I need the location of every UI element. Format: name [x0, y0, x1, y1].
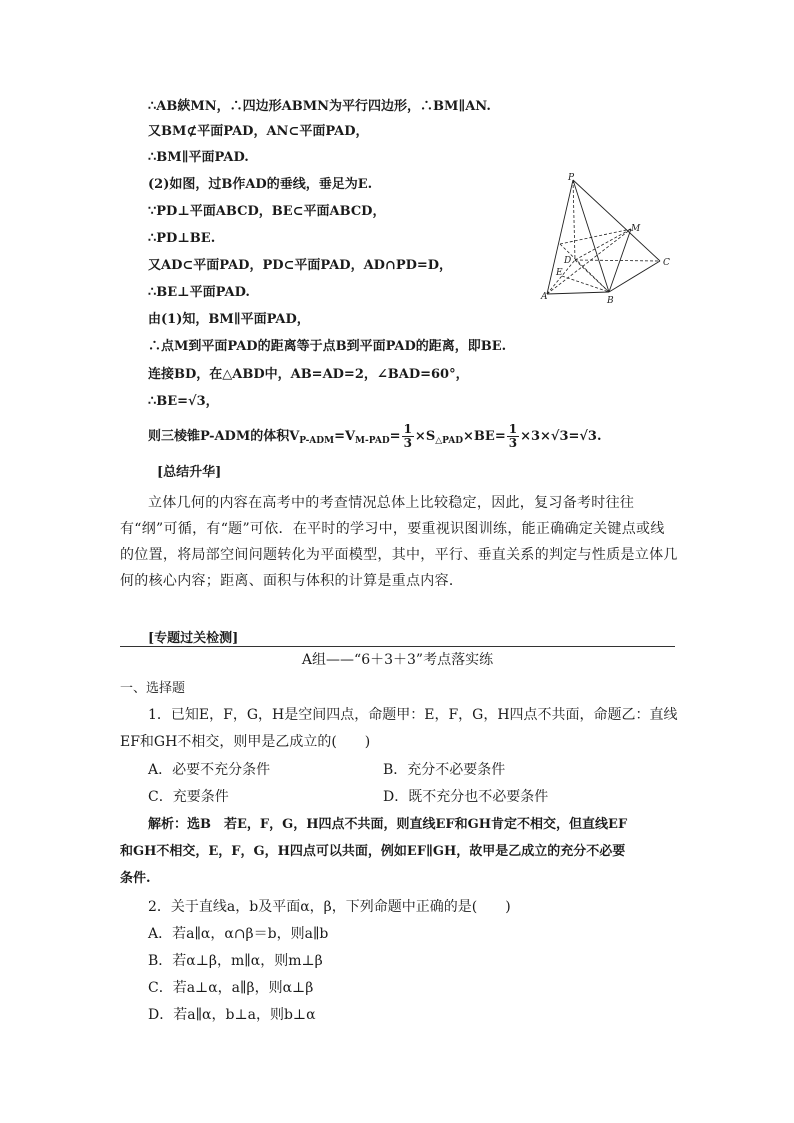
pyramid-figure — [535, 172, 685, 307]
q1-stem-line-1: 1．已知E，F，G，H是空间四点，命题甲：E，F，G，H四点不共面，命题乙：直线 — [148, 707, 678, 723]
formula-mid-2: ×S — [414, 429, 436, 444]
vertex-label-e: E — [556, 268, 563, 278]
vertex-label-c: C — [663, 258, 670, 268]
fraction-numerator: 1 — [403, 422, 412, 436]
fraction-numerator: 1 — [508, 422, 518, 436]
q1-option-a: A．必要不充分条件 — [148, 762, 271, 778]
solution-line-7: 又AD⊂平面PAD，PD⊂平面PAD，AD∩PD=D， — [148, 258, 453, 273]
vertex-label-p: P — [568, 173, 575, 183]
q1-answer-line-2: 和GH不相交，E，F，G，H四点可以共面，例如EF∥GH，故甲是乙成立的充分不必要 — [120, 844, 626, 859]
solution-line-8: ∴BE⊥平面PAD. — [148, 285, 250, 300]
solution-line-9: 由(1)知，BM∥平面PAD， — [148, 312, 310, 327]
formula-sub-1: P-ADM — [299, 436, 335, 446]
solution-line-10: ∴点M到平面PAD的距离等于点B到平面PAD的距离，即BE. — [148, 339, 507, 354]
fraction-denominator: 3 — [508, 436, 518, 450]
group-title: A组——“6＋3＋3”考点落实练 — [301, 652, 494, 668]
q1-option-c: C．充要条件 — [148, 789, 229, 805]
vertex-label-m: M — [631, 224, 641, 234]
q1-answer-line-1: 解析：选B 若E，F，G，H四点不共面，则直线EF和GH肯定不相交，但直线EF — [148, 817, 628, 832]
solution-line-11: 连接BD，在△ABD中，AB=AD=2，∠BAD=60°， — [148, 367, 469, 382]
q1-stem-line-2: EF和GH不相交，则甲是乙成立的( ) — [120, 734, 371, 750]
vertex-label-b: B — [607, 296, 614, 306]
solution-line-2: 又BM⊄平面PAD，AN⊂平面PAD， — [148, 124, 369, 139]
q2-option-b: B．若α⊥β，m∥α，则m⊥β — [148, 953, 323, 969]
q1-option-b: B．充分不必要条件 — [383, 762, 506, 778]
formula-equals: = — [389, 429, 401, 444]
formula-mid-1: =V — [334, 429, 356, 444]
q2-option-c: C．若a⊥α，a∥β，则α⊥β — [148, 980, 314, 996]
q1-answer-line-3: 条件. — [120, 871, 151, 886]
section-divider — [120, 646, 675, 647]
formula-end: ×3×√3=√3. — [520, 429, 602, 444]
vertex-label-d: D — [564, 256, 572, 266]
q2-stem: 2．关于直线a，b及平面α，β，下列命题中正确的是( ) — [148, 899, 511, 915]
solution-line-4: (2)如图，过B作AD的垂线，垂足为E. — [148, 177, 373, 192]
solution-line-5: ∵PD⊥平面ABCD，BE⊂平面ABCD， — [148, 204, 386, 219]
q2-option-a: A．若a∥α，α∩β＝b，则a∥b — [148, 926, 329, 942]
formula-prefix: 则三棱锥P-ADM的体积V — [148, 429, 300, 444]
solution-line-6: ∴PD⊥BE. — [148, 231, 216, 246]
formula-mid-3: ×BE= — [463, 429, 506, 444]
vertex-label-a: A — [541, 292, 548, 302]
solution-line-12: ∴BE=√3， — [148, 394, 219, 409]
q2-option-d: D．若a∥α，b⊥a，则b⊥α — [148, 1007, 316, 1023]
solution-line-1: ∴AB綊MN，∴四边形ABMN为平行四边形，∴BM∥AN. — [148, 99, 491, 114]
solution-line-3: ∴BM∥平面PAD. — [148, 150, 249, 165]
summary-body: 立体几何的内容在高考中的考查情况总体上比较稳定，因此，复习备考时往往有“纲”可循，有“题”可依．在平时的学习中，要重视识图训练，能正确确定关键点或线的位置，将局部空间问题转化为平面模型，其中，平行、垂直关系的判定与性质是立体几何的核心内容；距离、面积与体积的计算是重点内容． — [120, 495, 678, 589]
fraction-one-third-b — [507, 423, 519, 450]
formula-sub-2: M-PAD — [355, 436, 390, 446]
formula-sub-3: △PAD — [435, 436, 464, 446]
fraction-denominator: 3 — [403, 436, 412, 450]
q1-option-d: D．既不充分也不必要条件 — [383, 789, 549, 805]
fraction-one-third-a — [402, 423, 414, 450]
section-title: 一、选择题 — [120, 681, 186, 696]
detection-heading: [专题过关检测] — [148, 631, 239, 646]
solution-volume-formula — [148, 420, 602, 458]
summary-heading: [总结升华] — [157, 465, 222, 480]
